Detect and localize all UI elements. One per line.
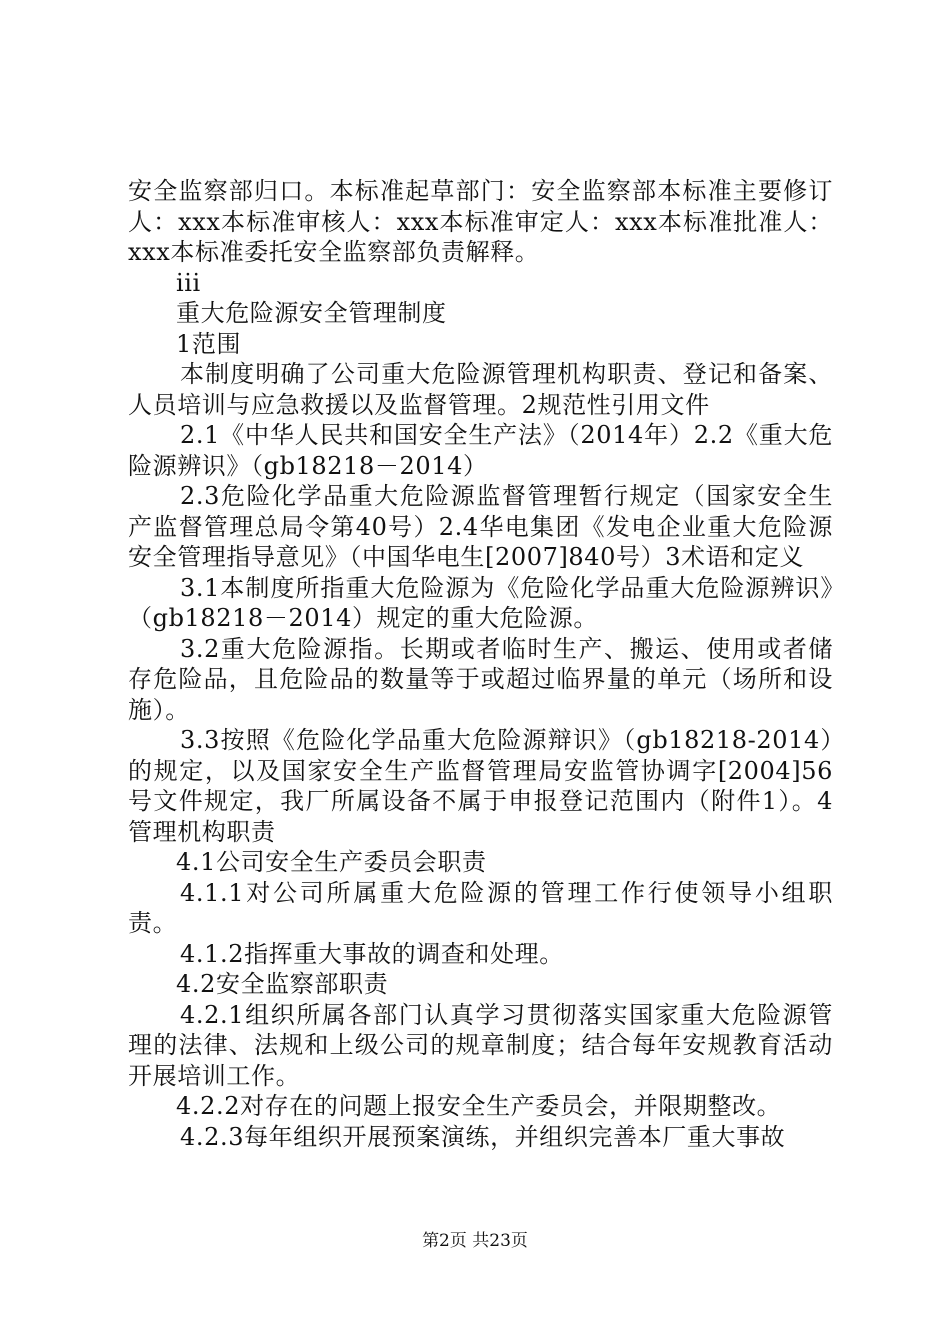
document-body	[128, 176, 833, 1152]
paragraph-scope: 本制度明确了公司重大危险源管理机构职责、登记和备案、人员培训与应急救援以及监督管理。2规范性引用文件	[128, 360, 833, 419]
paragraph-definition-3-3: 3.3按照《危险化学品重大危险源辩识》（gb18218-2014）的规定，以及国家安全生产监督管理局安监管协调字[2004]56号文件规定，我厂所属设备不属于申报登记范围内（附件1）。4管理机构职责	[128, 726, 833, 846]
section-heading-scope: 1范围	[176, 329, 242, 358]
paragraph-4-2-3: 4.2.3每年组织开展预案演练，并组织完善本厂重大事故	[180, 1122, 786, 1151]
paragraph-reference-2-3: 2.3危险化学品重大危险源监督管理暂行规定（国家安全生产监督管理总局令第40号）2.4华电集团《发电企业重大危险源安全管理指导意见》（中国华电生[2007]840号）3术语和定义	[128, 482, 833, 571]
paragraph-intro: 安全监察部归口。本标准起草部门：安全监察部本标准主要修订人：xxx本标准审核人：xxx本标准审定人：xxx本标准批准人：xxx本标准委托安全监察部负责解释。	[128, 177, 833, 266]
paragraph-4-2: 4.2安全监察部职责	[176, 970, 389, 998]
page-footer: 第2页 共23页	[422, 1231, 528, 1251]
document-title: 重大危险源安全管理制度	[176, 299, 447, 327]
paragraph-4-1-1: 4.1.1对公司所属重大危险源的管理工作行使领导小组职责。	[128, 878, 833, 937]
paragraph-4-2-2: 4.2.2对存在的问题上报安全生产委员会，并限期整改。	[176, 1092, 782, 1120]
paragraph-4-2-1: 4.2.1组织所属各部门认真学习贯彻落实国家重大危险源管理的法律、法规和上级公司的规章制度；结合每年安规教育活动开展培训工作。	[128, 1000, 833, 1090]
paragraph-definition-3-2: 3.2重大危险源指。长期或者临时生产、搬运、使用或者储存危险品，且危险品的数量等于或超过临界量的单元（场所和设施）。	[128, 634, 833, 724]
paragraph-4-1-2: 4.1.2指挥重大事故的调查和处理。	[180, 939, 564, 968]
paragraph-4-1: 4.1公司安全生产委员会职责	[176, 848, 487, 876]
paragraph-reference-2-1: 2.1《中华人民共和国安全生产法》（2014年）2.2《重大危险源辨识》（gb18218－2014）	[128, 421, 833, 480]
paragraph-definition-3-1: 3.1本制度所指重大危险源为《危险化学品重大危险源辨识》（gb18218－2014）规定的重大危险源。	[128, 573, 833, 632]
paragraph-roman-numeral: iii	[176, 268, 201, 297]
